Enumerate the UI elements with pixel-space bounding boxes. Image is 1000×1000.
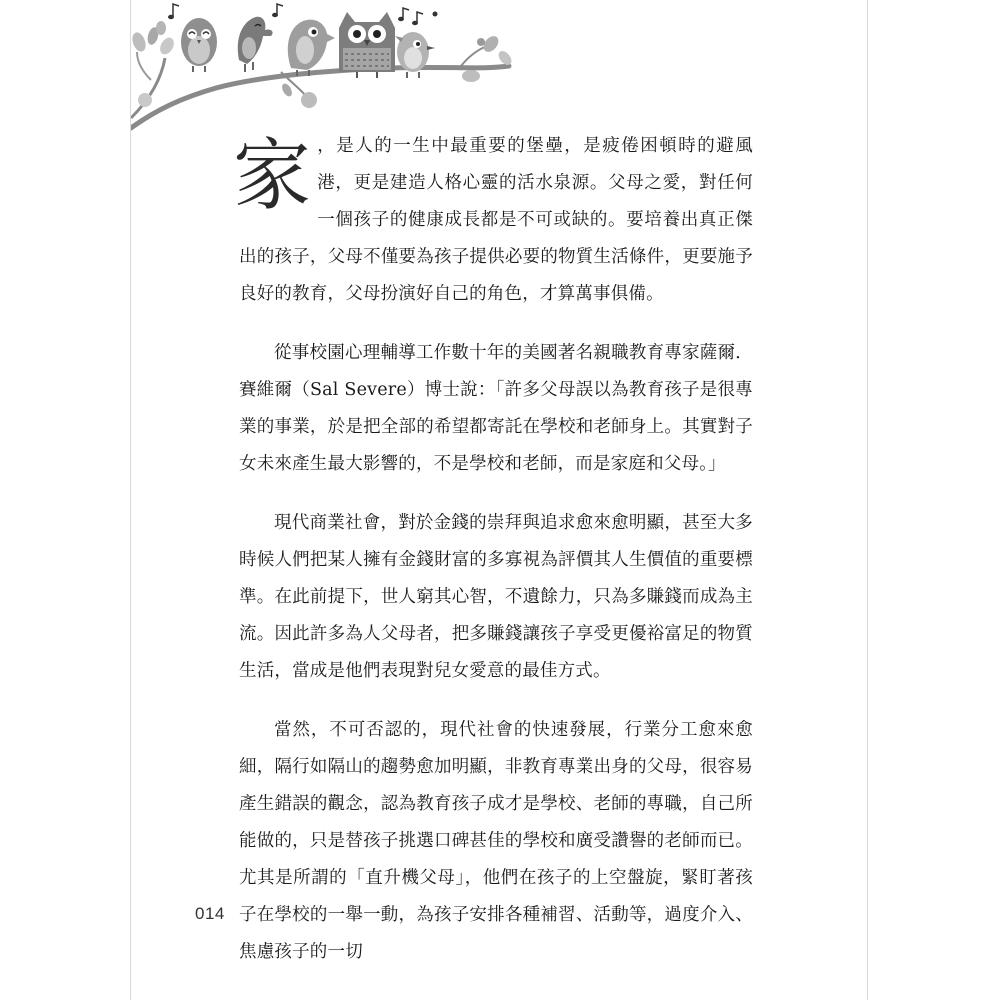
drop-cap: 家 (233, 131, 312, 221)
book-page (130, 0, 868, 1000)
bird-icon (288, 20, 335, 76)
paragraph-text: ，是人的一生中最重要的堡壘，是疲倦困頓時的避風港，更是建造人格心靈的活水泉源。父母之愛，對任何一個孩子的健康成長都是不可或缺的。要培養出真正傑出的孩子，父母不僅要為孩子提供必要的物質生活條件，更要施予良好的教育，父母扮演好自己的角色，才算萬事俱備。 (239, 136, 753, 304)
paragraph: 現代商業社會，對於金錢的崇拜與追求愈來愈明顯，甚至大多時候人們把某人擁有金錢財富的多寡視為評價其人生價值的重要標準。在此前提下，世人窮其心智，不遺餘力，只為多賺錢而成為主流。因此許多為人父母者，把多賺錢讓孩子享受更優裕富足的物質生活，當成是他們表現對兒女愛意的最佳方式。 (239, 513, 753, 681)
bird-icon (238, 17, 273, 72)
paragraph: 當然，不可否認的，現代社會的快速發展，行業分工愈來愈細，隔行如隔山的趨勢愈加明顯，非教育專業出身的父母，很容易產生錯誤的觀念，認為教育孩子成才是學校、老師的專職，自己所能做的，只是替孩子挑選口碑甚佳的學校和廣受讚譽的老師而已。尤其是所謂的「直升機父母」，他們在孩子的上空盤旋，緊盯著孩子在學校的一舉一動，為孩子安排各種補習、活動等，過度介入、焦慮孩子的一切 (239, 720, 753, 962)
owl-icon (339, 12, 395, 78)
page-number: 014 (195, 904, 225, 923)
article-body (233, 128, 753, 993)
bird-icon (181, 18, 217, 72)
paragraph: 從事校園心理輔導工作數十年的美國著名親職教育專家薩爾．賽維爾（Sal Severe）博士說：「許多父母誤以為教育孩子是很專業的事業，於是把全部的希望都寄託在學校和老師身上。其實對子女未來產生最大影響的，不是學校和老師，而是家庭和父母。」 (239, 343, 753, 474)
birds-on-branch-illustration (131, 0, 631, 140)
bird-icon (395, 32, 435, 78)
paragraph (233, 128, 753, 313)
